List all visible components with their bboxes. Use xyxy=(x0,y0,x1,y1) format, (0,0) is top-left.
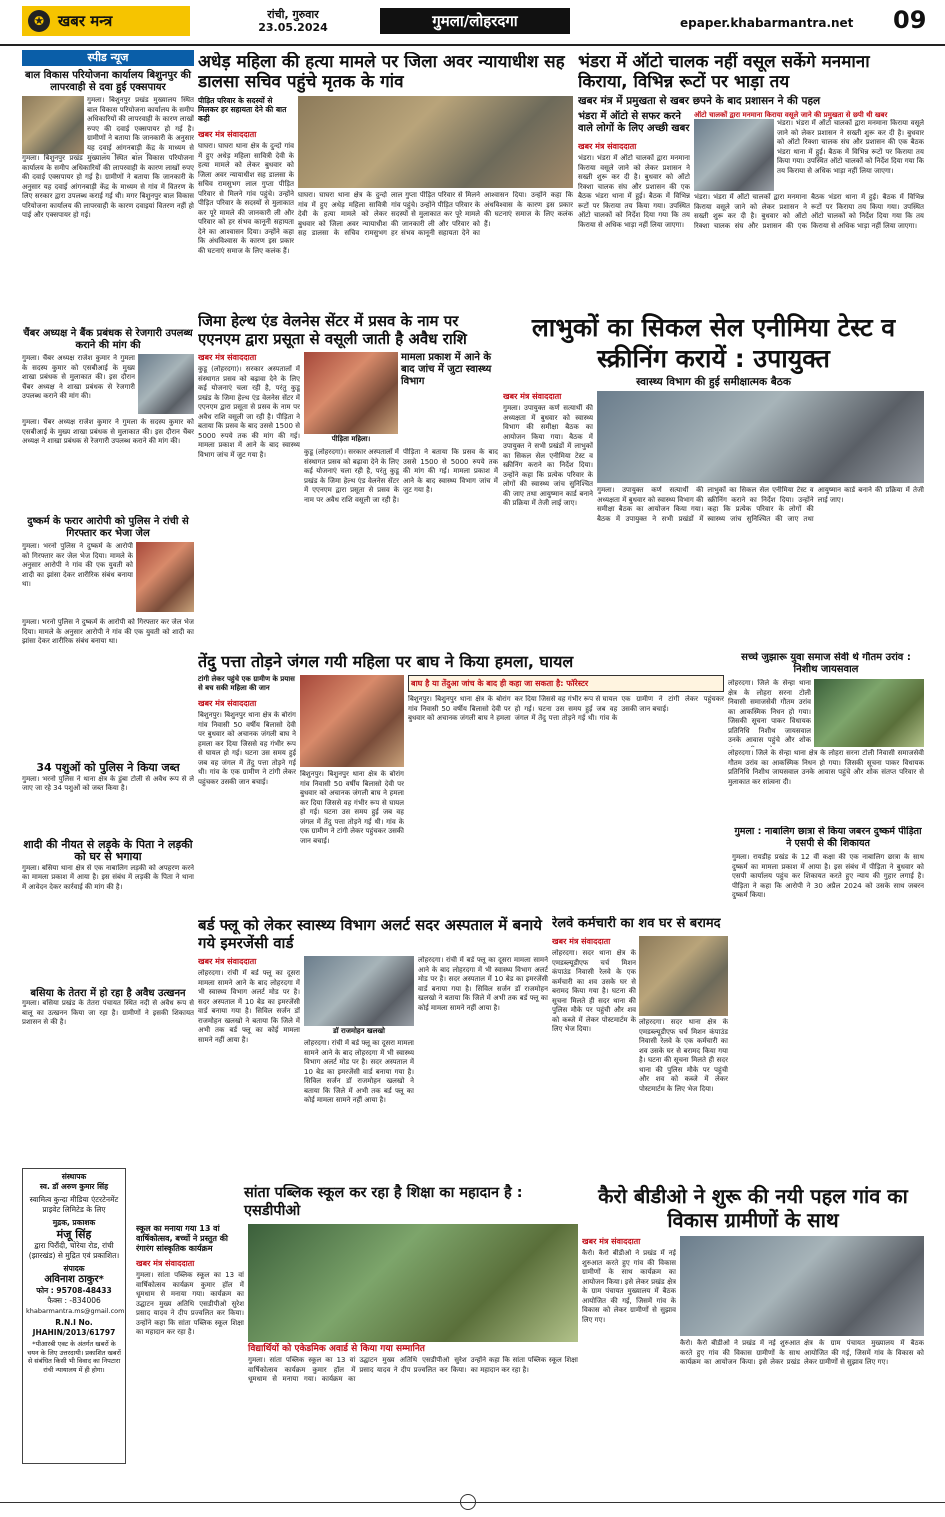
story-sickle-cell xyxy=(503,312,924,646)
story-body-cont: लोहरदगा। रांची में बर्ड फ्लू का दूसरा मामला सामने आने के बाद लोहरदगा में भी स्वास्थ्य विभाग अलर्ट मोड पर है। सदर अस्पताल में 10 बेड का इमरजेंसी वार्ड बनाया गया है। सिविल सर्जन डॉ राजमोहन खलखो ने बताया कि जिले में अभी तक बर्ड फ्लू का कोई मामला सामने नहीं आया है। xyxy=(304,1039,414,1104)
story-body: भंडरा। भंडरा में ऑटो चालकों द्वारा मनमाना किराया वसूले जाने को लेकर प्रशासन ने सख्ती शुरू कर दी है। बुधवार को ऑटो रिक्शा चालक संघ और प्रशासन की एक बैठक भंडरा थाना में हुई। बैठक में विभिन्न रूटों पर किराया तय किया गया। उपस्थित ऑटो चालकों को निर्देश दिया गया कि तय किराया से अधिक भाड़ा नहीं लिया जाएगा। xyxy=(578,154,690,229)
story-photo xyxy=(639,936,728,1016)
byline: खबर मंत्र संवाददाता xyxy=(136,1259,195,1268)
story-body-cont: कैरो। कैरो बीडीओ ने प्रखंड में नई शुरुआत करते हुए गांव की विकास ग्रामीणों के साथ कार्यक्रम का आयोजन किया। इसे लेकर प्रखंड क्षेत्र के ग्राम पंचायत मुख्यालय में बैठक आयोजित की गई, जिसमें गांव के विकास को लेकर ग्रामीणों से सुझाव लिए गए। xyxy=(680,1339,924,1366)
story-body-cont: कुडू (लोहरदगा)। सरकार अस्पतालों में संस्थागत प्रसव को बढ़ावा देने के लिए कई योजनाएं चला रही है, परंतु कुडू प्रखंड के जिमा हेल्थ एंड वेलनेस सेंटर में एएनएम द्वारा प्रसूता से प्रसव के नाम पर अवैध राशि वसूली जा रही है। पीड़िता ने बताया कि प्रसव के बाद उससे 1500 से 5000 रुपये तक की मांग की गई। मामला प्रकाश में आने के बाद स्वास्थ्य विभाग जांच में जुट गया है। xyxy=(304,448,498,504)
photo-caption: पीड़ित परिवार के सदस्यों से मिलकर हर सहायता देने की बात कही xyxy=(198,96,287,123)
kicker: खबर मंत्र में प्रमुखता से खबर छपने के बाद प्रशासन ने की पहल xyxy=(578,95,821,107)
pull-quote: भंडरा में ऑटो से सफर करने वाले लोगों के लिए अच्छी खबर xyxy=(578,111,690,135)
story-bird-flu xyxy=(198,916,548,1180)
side-kicker: मामला प्रकाश में आने के बाद जांच में जुटा स्वास्थ्य विभाग xyxy=(401,352,492,387)
story-health-centre xyxy=(198,312,498,646)
story-kairo-bdo xyxy=(582,1184,924,1488)
accused-photo xyxy=(136,542,194,612)
fax: फैक्स : -834006 xyxy=(47,1296,101,1305)
story-body-cont: गुमला। चैंबर अध्यक्ष राजेश कुमार ने गुमला के सदस्य कुमार को एसबीआई के मुख्य शाखा प्रबंधक से मुलाकात की। इस दौरान चैंबर अध्यक्ष ने शाखा प्रबंधक से रेजगारी उपलब्ध कराने की मांग की। xyxy=(22,418,194,445)
story-body: गुमला। भरनो पुलिस ने थाना क्षेत्र के डुंबा टोली से अवैध रूप से ले जाए जा रहे 34 पशुओं को जब्त किया है। xyxy=(22,774,194,793)
meeting-photo xyxy=(597,391,924,483)
phone: फोन : 95708-48433 xyxy=(36,1286,112,1295)
byline: खबर मंत्र संवाददाता xyxy=(198,353,257,362)
place-day: रांची, गुरुवार xyxy=(267,8,319,21)
victim-photo xyxy=(304,352,398,434)
story-body: गुमला। बसिया प्रखंड के तेतरा पंचायत स्थित नदी से अवैध रूप से बालू का उत्खनन किया जा रहा है। ग्रामीणों ने इसकी शिकायत प्रशासन से की है। xyxy=(22,999,194,1027)
printer-name: मंजू सिंह xyxy=(56,1228,92,1241)
story-body: कुडू (लोहरदगा)। सरकार अस्पतालों में संस्थागत प्रसव को बढ़ावा देने के लिए कई योजनाएं चला रही है, परंतु कुडू प्रखंड के जिमा हेल्थ एंड वेलनेस सेंटर में एएनएम द्वारा प्रसूता से प्रसव के नाम पर अवैध राशि वसूली जा रही है। पीड़िता ने बताया कि प्रसव के बाद उससे 1500 से 5000 रुपये तक की मांग की गई। मामला प्रकाश में आने के बाद स्वास्थ्य विभाग जांच में जुट गया है। xyxy=(198,365,300,459)
story-body: गुमला। चैंबर अध्यक्ष राजेश कुमार ने गुमला के सदस्य कुमार को एसबीआई के मुख्य शाखा प्रबंधक से मुलाकात की। इस दौरान चैंबर अध्यक्ष ने शाखा प्रबंधक से रेजगारी उपलब्ध कराने की मांग की। xyxy=(22,354,135,400)
photo-caption: डॉ राजमोहन खलखो xyxy=(333,1027,385,1035)
story-tiger-attack xyxy=(198,652,724,912)
story-body: कैरो। कैरो बीडीओ ने प्रखंड में नई शुरुआत करते हुए गांव की विकास ग्रामीणों के साथ कार्यक्रम का आयोजन किया। इसे लेकर प्रखंड क्षेत्र के ग्राम पंचायत मुख्यालय में बैठक आयोजित की गई, जिसमें गांव के विकास को लेकर ग्रामीणों से सुझाव लिए गए। xyxy=(582,1249,676,1324)
story-body-cont: लोहरदगा। सदर थाना क्षेत्र के एमडब्ल्यूडीएफ चर्च मिशन कंपाउंड निवासी रेलवे के एक कर्मचारी का शव उसके घर से बरामद किया गया है। घटना की सूचना मिलते ही सदर थाना की पुलिस मौके पर पहुंची और शव को कब्जे में लेकर पोस्टमार्टम के लिए भेज दिया। xyxy=(639,1018,728,1093)
headline[interactable]: बर्ड फ्लू को लेकर स्वास्थ्य विभाग अलर्ट सदर अस्पताल में बनाये गये इमरजेंसी वार्ड xyxy=(198,916,542,952)
section-title: गुमला/लोहरदगा xyxy=(380,8,570,34)
clipping-image xyxy=(694,119,774,191)
story-body-cont: गुमला। बिशुनपुर प्रखंड मुख्यालय स्थित बाल विकास परियोजना कार्यालय के समीप अधिकारियों की लापरवाही के कारण लाखों रुपए की दवाई एक्सपायर हो गई है। ग्रामीणों ने बताया कि जानकारी के अनुसार यह दवाई आंगनबाड़ी केंद्र के माध्यम से गांव में वितरण के लिए सरकार द्वारा उपलब्ध कराई गई थी। मगर बिशुनपुर बाल विकास परियोजना कार्यालय की लापरवाही के कारण दवाइयां वितरण नहीं हो पाई और एक्सपायर हो गई। xyxy=(22,154,194,219)
kicker[interactable]: गुमला : नाबालिग छात्रा से किया जबरन दुष्कर्म पीड़िता ने एसपी से की शिकायत xyxy=(734,826,922,849)
byline: खबर मंत्र संवाददाता xyxy=(552,937,611,946)
headline[interactable]: बसिया के तेतरा में हो रहा है अवैध उत्खनन xyxy=(30,987,186,999)
left-story-6 xyxy=(22,988,194,1060)
byline: खबर मंत्र संवाददाता xyxy=(582,1237,641,1246)
rni-number: R.N.I No. JHAHIN/2013/61797 xyxy=(32,1318,116,1337)
headline[interactable]: दुष्कर्म के फरार आरोपी को पुलिस ने रांची से गिरफ्तार कर भेजा जेल xyxy=(27,516,189,539)
school-event-photo xyxy=(248,1224,578,1342)
byline: खबर मंत्र संवाददाता xyxy=(198,957,257,966)
story-body-cont2: लोहरदगा। रांची में बर्ड फ्लू का दूसरा मामला सामने आने के बाद लोहरदगा में भी स्वास्थ्य विभाग अलर्ट मोड पर है। सदर अस्पताल में 10 बेड का इमरजेंसी वार्ड बनाया गया है। सिविल सर्जन डॉ राजमोहन खलखो ने बताया कि जिले में अभी तक बर्ड फ्लू का कोई मामला सामने नहीं आया है। xyxy=(418,956,548,1012)
story-minor-assault xyxy=(732,826,924,1180)
story-body-cont: गुमला। सांता पब्लिक स्कूल का 13 वां वार्षिकोत्सव कार्यक्रम कुमार हॉल में धूमधाम से मनाया गया। कार्यक्रम का उद्घाटन मुख्य अतिथि एसडीपीओ सुरेश प्रसाद यादव ने दीप प्रज्वलित कर किया। उन्होंने कहा कि सांता पब्लिक स्कूल शिक्षा का महादान कर रहा है। xyxy=(248,1356,578,1384)
left-story-5 xyxy=(22,839,194,984)
headline[interactable]: शादी की नीयत से लड़के के पिता ने लड़की को घर से भगाया xyxy=(23,837,193,864)
editor-label: संपादक xyxy=(63,1264,85,1273)
story-body: लोहरदगा। सदर थाना क्षेत्र के एमडब्ल्यूडीएफ चर्च मिशन कंपाउंड निवासी रेलवे के एक कर्मचारी का शव उसके घर से बरामद किया गया है। घटना की सूचना मिलते ही सदर थाना की पुलिस मौके पर पहुंची और शव को कब्जे में लेकर पोस्टमार्टम के लिए भेज दिया। xyxy=(552,949,636,1033)
headline[interactable]: बाल विकास परियोजना कार्यालय बिशुनपुर की लापरवाही से दवा हुई एक्सपायर xyxy=(25,70,191,93)
story-body-cont: घाघरा। घाघरा थाना क्षेत्र के दुन्दो गांव में हुए अधेड़ महिला सावित्री देवी के हत्या मामले को लेकर बुधवार को जिला अवर न्यायाधीश सह डालसा के सचिव रामसुभग लाल गुप्ता पीड़ित परिवार से मिलने गांव पहुंचे। उन्होंने पीड़ित परिवार के सदस्यों से मुलाकात कर पूरे मामले की जानकारी ली और परिवार को हर संभव कानूनी सहायता देने का आश्वासन दिया। उन्होंने कहा कि अंधविश्वास के कारण इस प्रकार की घटनाएं समाज के लिए कलंक हैं। xyxy=(298,191,573,237)
story-murder-case xyxy=(198,52,573,308)
left-story-3 xyxy=(22,516,194,758)
story-railway-employee xyxy=(552,916,728,1180)
story-body-cont: गुमला। उपायुक्त कर्ण सत्यार्थी की अध्यक्षता में बुधवार को स्वास्थ्य विभाग की समीक्षा बैठक का आयोजन किया गया। बैठक में उपायुक्त ने सभी प्रखंडों में लाभुकों का सिकल सेल एनीमिया टेस्ट व स्क्रीनिंग कराने का निर्देश दिया। उन्होंने कहा कि प्रत्येक परिवार के लोगों की स्वास्थ्य जांच सुनिश्चित की जाए तथा आयुष्मान कार्ड बनाने की प्रक्रिया में तेजी लाई जाए। xyxy=(597,486,924,523)
story-auto-fare xyxy=(578,52,924,308)
village-meeting-photo xyxy=(680,1236,924,1336)
epaper-link[interactable]: epaper.khabarmantra.net xyxy=(680,16,854,30)
left-story-2 xyxy=(22,328,194,510)
story-body: गुमला। रायडीह प्रखंड के 12 वीं कक्षा की एक नाबालिग छात्रा के साथ दुष्कर्म का मामला प्रकाश में आया है। इस संबंध में पीड़िता ने बुधवार को एसपी कार्यालय पहुंच कर शिकायत करते हुए न्याय की गुहार लगाई है। पीड़िता ने कहा कि आरोपी ने 30 अप्रैल 2024 को उसके साथ जबरन दुष्कर्म किया। xyxy=(732,853,924,899)
tiger-logo-icon: ✪ xyxy=(28,10,50,32)
story-body-cont2: बिशुनपुर। बिशुनपुर थाना क्षेत्र के बोरांग गांव निवासी 50 वर्षीय बिलासो देवी पर बुधवार को अचानक जंगली बाघ ने हमला कर दिया जिससे वह गंभीर रूप से घायल हो गई। घटना उस समय हुई जब वह जंगल में तेंदु पत्ता तोड़ने गई थी। गांव के एक ग्रामीण ने टांगी लेकर पहुंचकर उसकी जान बचाई। xyxy=(408,695,724,722)
photo-caption: पीड़िता महिला। xyxy=(331,435,371,443)
story-body: लोहरदगा। जिले के सेन्हा थाना क्षेत्र के लोहरा सरना टोली निवासी समाजसेवी गौतम उरांव का आकस्मिक निधन हो गया। जिसकी सूचना पाकर विधायक प्रतिनिधि निशीथ जायसवाल उनके आवास पहुंचे और शोक xyxy=(728,679,811,744)
brand-name: खबर मन्त्र xyxy=(58,12,113,30)
printer-label: मुद्रक, प्रकाशक xyxy=(52,1218,96,1227)
byline: खबर मंत्र संवाददाता xyxy=(198,699,257,708)
award-box: विद्यार्थियों को एकेडमिक अवार्ड से किया गया सम्मानित xyxy=(248,1344,425,1354)
speed-news-banner: स्पीड न्यूज xyxy=(22,50,194,66)
email[interactable]: khabarmantra.ms@gmail.com xyxy=(26,1307,125,1315)
dateline xyxy=(248,8,338,34)
clipping-title: ऑटो चालकों द्वारा मनमाना किराया वसूले जाने की प्रमुखता से छपी थी खबर xyxy=(694,111,888,120)
story-body-cont: बिशुनपुर। बिशुनपुर थाना क्षेत्र के बोरांग गांव निवासी 50 वर्षीय बिलासो देवी पर बुधवार को अचानक जंगली बाघ ने हमला कर दिया जिससे वह गंभीर रूप से घायल हो गई। घटना उस समय हुई जब वह जंगल में तेंदु पत्ता तोड़ने गई थी। गांव के एक ग्रामीण ने टांगी लेकर पहुंचकर उसकी जान बचाई। xyxy=(300,770,404,845)
story-body: गुमला। भरनो पुलिस ने दुष्कर्म के आरोपी को गिरफ्तार कर जेल भेज दिया। मामले के अनुसार आरोपी ने गांव की एक युवती को शादी का झांसा देकर शारीरिक संबंध बनाया था। xyxy=(22,542,133,588)
story-body: गुमला। सांता पब्लिक स्कूल का 13 वां वार्षिकोत्सव कार्यक्रम कुमार हॉल में धूमधाम से मनाया गया। कार्यक्रम का उद्घाटन मुख्य अतिथि एसडीपीओ सुरेश प्रसाद यादव ने दीप प्रज्वलित कर किया। उन्होंने कहा कि सांता पब्लिक स्कूल शिक्षा का महादान कर रहा है। xyxy=(136,1271,244,1336)
editor-name: अविनाश ठाकुर* xyxy=(44,1274,104,1285)
headline[interactable]: चैंबर अध्यक्ष ने बैंक प्रबंधक से रेजगारी उपलब्ध कराने की मांग की xyxy=(23,328,193,351)
story-body: गुमला। बिशुनपुर प्रखंड मुख्यालय स्थित बाल विकास परियोजना कार्यालय के समीप अधिकारियों की लापरवाही के कारण लाखों रुपए की दवाई एक्सपायर हो गई है। ग्रामीणों ने बताया कि जानकारी के अनुसार यह दवाई आंगनबाड़ी केंद्र के माध्यम से xyxy=(87,96,194,152)
byline: खबर मंत्र संवाददाता xyxy=(578,142,637,152)
story-body: गुमला। उपायुक्त कर्ण सत्यार्थी की अध्यक्षता में बुधवार को स्वास्थ्य विभाग की समीक्षा बैठक का आयोजन किया गया। बैठक में उपायुक्त ने सभी प्रखंडों में लाभुकों का सिकल सेल एनीमिया टेस्ट व स्क्रीनिंग कराने का निर्देश दिया। उन्होंने कहा कि प्रत्येक परिवार के लोगों की स्वास्थ्य जांच सुनिश्चित की जाए तथा आयुष्मान कार्ड बनाने की प्रक्रिया में तेजी लाई जाए। xyxy=(503,404,593,508)
story-body-cont: लोहरदगा। जिले के सेन्हा थाना क्षेत्र के लोहरा सरना टोली निवासी समाजसेवी गौतम उरांव का आकस्मिक निधन हो गया। जिसकी सूचना पाकर विधायक प्रतिनिधि निशीथ जायसवाल उनके आवास पहुंचे और शोक संतप्त परिवार से मुलाकात कर सांत्वना दी। xyxy=(728,749,924,786)
headline[interactable]: सांता पब्लिक स्कूल कर रहा है शिक्षा का महादान है : एसडीपीओ xyxy=(244,1185,523,1219)
photo-caption: टांगी लेकर पहुंचे एक ग्रामीण के प्रयास से बच सकी महिला की जान xyxy=(198,675,295,692)
imprint-box xyxy=(22,1168,126,1464)
headline[interactable]: लाभुकों का सिकल सेल एनीमिया टेस्ट व स्क्रीनिंग करायें : उपायुक्त xyxy=(531,313,896,373)
forester-quote-box: बाघ है या तेंदुआ जांच के बाद ही कहा जा सकता है: फॉरेस्टर xyxy=(408,675,724,692)
person-photo xyxy=(138,354,194,414)
headline[interactable]: अधेड़ महिला की हत्या मामले पर जिला अवर न्यायाधीश सह डालसा सचिव पहुंचे मृतक के गांव xyxy=(198,52,565,92)
masthead xyxy=(0,0,945,46)
clipping-body: भंडरा। भंडरा में ऑटो चालकों द्वारा मनमाना किराया वसूले जाने को लेकर प्रशासन ने सख्ती शुरू कर दी है। बुधवार को ऑटो रिक्शा चालक संघ और प्रशासन की एक बैठक भंडरा थाना में हुई। बैठक में विभिन्न रूटों पर किराया तय किया गया। उपस्थित ऑटो चालकों को निर्देश दिया गया कि तय किराया से अधिक भाड़ा नहीं लिया जाएगा। xyxy=(777,119,924,175)
legal-note: *पीआरबी एक्ट के अंतर्गत खबरों के चयन के लिए उत्तरदायी। प्रकाशित खबरों से संबंधित किसी भी विवाद का निपटारा रांची न्यायालय में ही होगा। xyxy=(27,1340,121,1374)
page-number: 09 xyxy=(893,6,927,34)
headline[interactable]: जिमा हेल्थ एंड वेलनेस सेंटर में प्रसव के नाम पर एएनएम द्वारा प्रसूता से वसूली जाती है अवैध राशि xyxy=(198,312,467,348)
headline[interactable]: रेलवे कर्मचारी का शव घर से बरामद xyxy=(552,916,721,931)
imprint-title: संस्थापक xyxy=(61,1172,87,1181)
subhead: स्वास्थ्य विभाग की हुई समीक्षात्मक बैठक xyxy=(636,376,791,388)
kicker: स्कूल का मनाया गया 13 वां वार्षिकोत्सव, बच्चों ने प्रस्तुत की रंगारंग सांस्कृतिक कार्यक्रम xyxy=(136,1224,228,1253)
story-gautam-oraon xyxy=(728,652,924,822)
headline[interactable]: 34 पशुओं को पुलिस ने किया जब्त xyxy=(36,761,180,774)
injured-woman-photo xyxy=(300,675,404,767)
civil-surgeon-photo xyxy=(304,956,414,1026)
issue-date: 23.05.2024 xyxy=(258,21,328,34)
story-body: लोहरदगा। रांची में बर्ड फ्लू का दूसरा मामला सामने आने के बाद लोहरदगा में भी स्वास्थ्य विभाग अलर्ट मोड पर है। सदर अस्पताल में 10 बेड का इमरजेंसी वार्ड बनाया गया है। सिविल सर्जन डॉ राजमोहन खलखो ने बताया कि जिले में अभी तक बर्ड फ्लू का कोई मामला सामने नहीं आया है। xyxy=(198,969,300,1044)
headline[interactable]: कैरो बीडीओ ने शुरू की नयी पहल गांव का विकास ग्रामीणों के साथ xyxy=(598,1184,908,1232)
headline[interactable]: भंडरा में ऑटो चालक नहीं वसूल सकेंगे मनमाना किराया, विभिन्न रूटों पर भाड़ा तय xyxy=(578,52,870,92)
headline[interactable]: तेंदु पत्ता तोड़ने जंगल गयी महिला पर बाघ ने किया हमला, घायल xyxy=(198,652,574,671)
bottom-rule xyxy=(0,1502,945,1503)
story-body: बिशुनपुर। बिशुनपुर थाना क्षेत्र के बोरांग गांव निवासी 50 वर्षीय बिलासो देवी पर बुधवार को अचानक जंगली बाघ ने हमला कर दिया जिससे वह गंभीर रूप से घायल हो गई। घटना उस समय हुई जब वह जंगल में तेंदु पत्ता तोड़ने गई थी। गांव के एक ग्रामीण ने टांगी लेकर पहुंचकर उसकी जान बचाई। xyxy=(198,711,296,786)
left-story-4 xyxy=(22,762,194,835)
print-place: द्वारा पिरौंदी, चोरेया रोड, रांची (झारखंड) से मुद्रित एवं प्रकाशित। xyxy=(28,1241,120,1260)
byline: खबर मंत्र संवाददाता xyxy=(198,130,257,139)
owner: स्वामित्व कुन्दा मीडिया एंटरटेनमेंट प्राइवेट लिमिटेड के लिए xyxy=(29,1195,119,1214)
story-photo xyxy=(298,96,573,188)
founder: स्व. डॉ अरुण कुमार सिंह xyxy=(39,1182,109,1191)
story-body: गुमला। बसिया थाना क्षेत्र से एक नाबालिग लड़की को अपहरण करने का मामला प्रकाश में आया है। इस संबंध में लड़की के पिता ने थाना में आवेदन देकर कार्रवाई की मांग की है। xyxy=(22,863,194,891)
left-column xyxy=(22,50,194,1158)
left-story-1 xyxy=(22,70,194,322)
condolence-photo xyxy=(814,679,924,747)
story-photo xyxy=(22,96,84,154)
story-body-cont: गुमला। भरनो पुलिस ने दुष्कर्म के आरोपी को गिरफ्तार कर जेल भेज दिया। मामले के अनुसार आरोपी ने गांव की एक युवती को शादी का झांसा देकर शारीरिक संबंध बनाया था। xyxy=(22,618,194,645)
kicker[interactable]: सच्चे जुझारू युवा समाज सेवी थे गौतम उरांव : निशीथ जायसवाल xyxy=(741,652,911,675)
story-santa-public-school xyxy=(136,1184,578,1488)
byline: खबर मंत्र संवाददाता xyxy=(503,392,562,402)
story-body-cont: भंडरा। भंडरा में ऑटो चालकों द्वारा मनमाना किराया वसूले जाने को लेकर प्रशासन ने सख्ती शुरू कर दी है। बुधवार को ऑटो रिक्शा चालक संघ और प्रशासन की एक बैठक भंडरा थाना में हुई। बैठक में विभिन्न रूटों पर किराया तय किया गया। उपस्थित ऑटो चालकों को निर्देश दिया गया कि तय किराया से अधिक भाड़ा नहीं लिया जाएगा। xyxy=(694,193,924,230)
story-body: घाघरा। घाघरा थाना क्षेत्र के दुन्दो गांव में हुए अधेड़ महिला सावित्री देवी के हत्या मामले को लेकर बुधवार को जिला अवर न्यायाधीश सह डालसा के सचिव रामसुभग लाल गुप्ता पीड़ित परिवार से मिलने गांव पहुंचे। उन्होंने पीड़ित परिवार के सदस्यों से मुलाकात कर पूरे मामले की जानकारी ली और परिवार को हर संभव कानूनी सहायता देने का आश्वासन दिया। उन्होंने कहा कि अंधविश्वास के कारण इस प्रकार की घटनाएं समाज के लिए कलंक हैं। xyxy=(198,142,294,255)
